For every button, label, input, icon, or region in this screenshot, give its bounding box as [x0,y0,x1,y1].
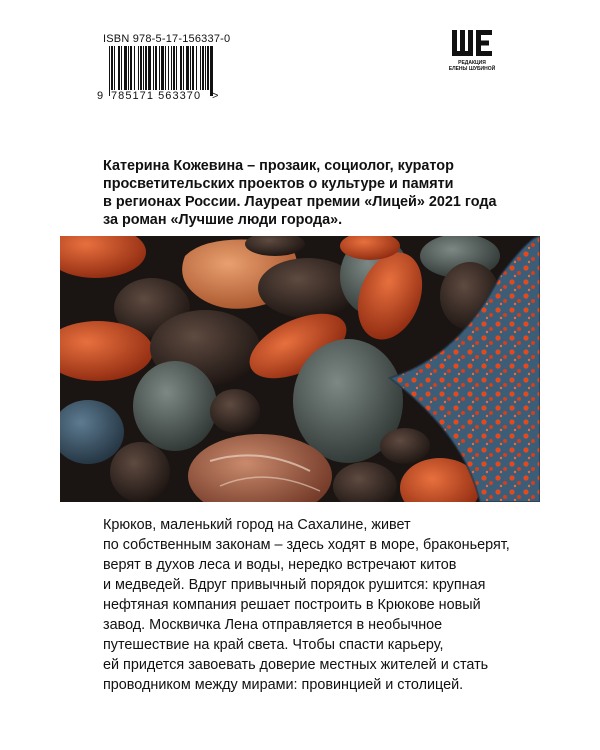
annotation-line: Крюков, маленький город на Сахалине, живет [103,517,411,533]
annotation-line: завод. Москвичка Лена отправляется в необычное [103,617,443,633]
barcode-first-digit: 9 [97,90,104,102]
annotation-line: верят в духов леса и воды, нередко встречают китов [103,557,457,573]
annotation-line: проводником между мирами: провинцией и столицей. [103,677,464,693]
book-annotation [103,515,543,695]
bio-line: за роман «Лучшие люди города». [103,212,343,228]
barcode-end-mark: > [212,90,219,102]
isbn-text: ISBN 978-5-17-156337-0 [103,33,231,45]
annotation-line: нефтяная компания решает построить в Крюкове новый [103,597,481,613]
barcode-digits: 785171 563370 [111,90,202,102]
pebbles-image [60,236,540,502]
annotation-line: по собственным законам – здесь ходят в море, браконьерят, [103,537,510,553]
bio-line: просветительских проектов о культуре и памяти [103,176,454,192]
bio-line: Катерина Кожевина – прозаик, социолог, куратор [103,158,454,174]
barcode [97,46,217,104]
publisher-line-1: РЕДАКЦИЯ [458,60,486,66]
bio-line: в регионах России. Лауреат премии «Лицей» 2021 года [103,194,497,210]
annotation-line: ей придется завоевать доверие местных жителей и стать [103,657,489,673]
publisher-line-2: ЕЛЕНЫ ШУБИНОЙ [448,66,496,72]
annotation-line: путешествие на край света. Чтобы спасти карьеру, [103,637,444,653]
cover-photo [60,236,540,502]
author-bio [103,157,503,229]
barcode-bars [109,46,213,96]
annotation-line: и медведей. Вдруг привычный порядок рушится: крупная [103,577,486,593]
